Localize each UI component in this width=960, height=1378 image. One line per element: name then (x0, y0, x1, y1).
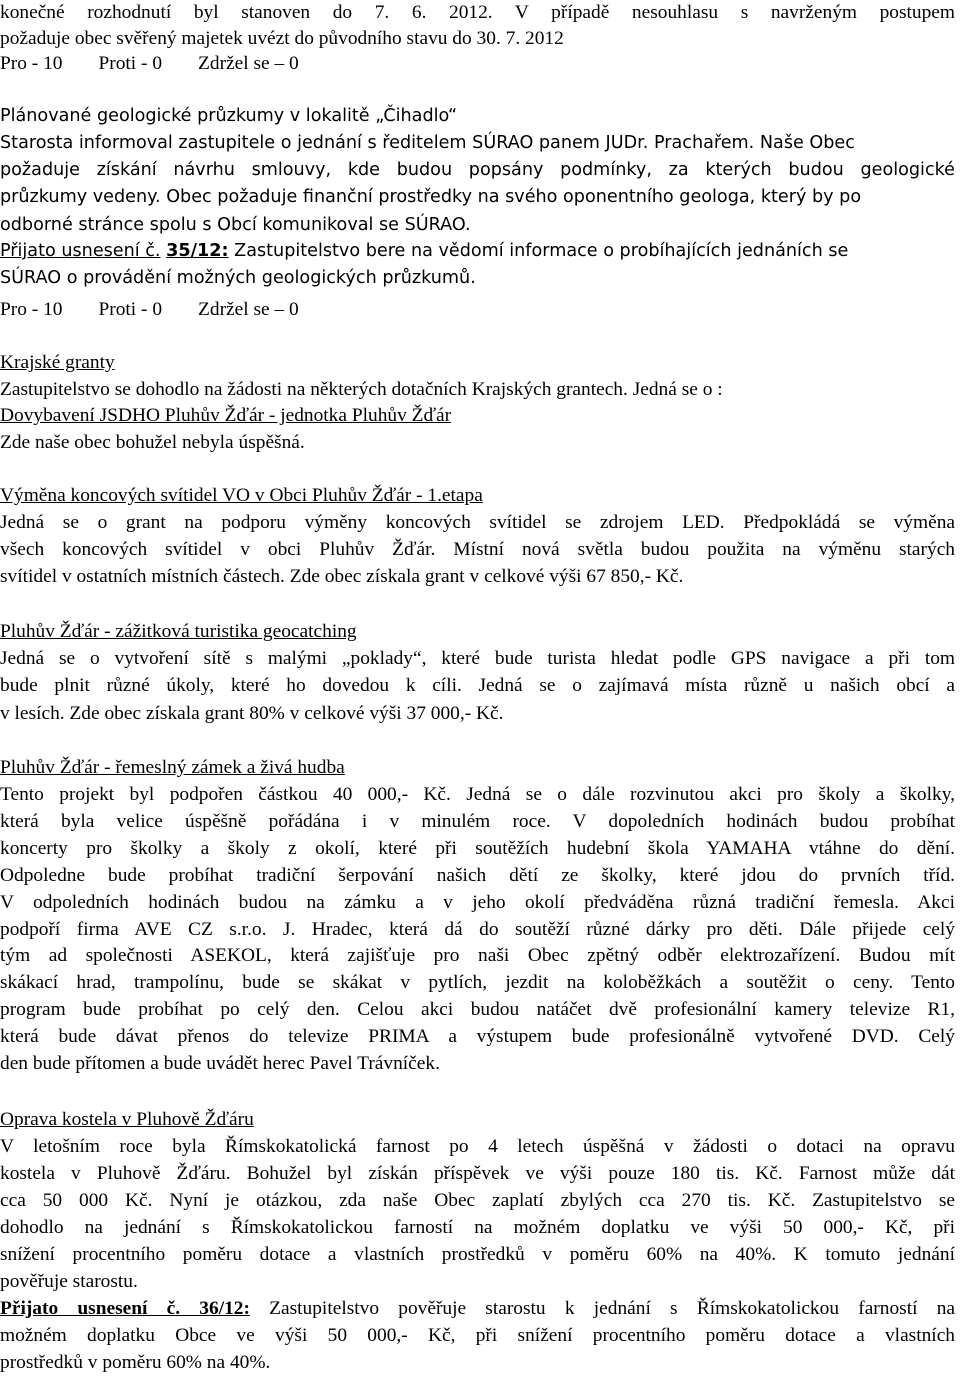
paragraph-line: průzkumy vedeny. Obec požaduje finanční prostředky na svého oponentního geologa, který by po (0, 187, 862, 207)
resolution-label: Přijato usnesení č. (0, 241, 161, 261)
resolution-label: Přijato usnesení č. 36/12: (0, 1298, 250, 1319)
paragraph-line: den bude přítomen a bude uvádět herec Pavel Trávníček. (0, 1053, 440, 1074)
intro-line: konečné rozhodnutí byl stanoven do 7. 6. 2012. V případě nesouhlasu s navrženým postupem (0, 2, 955, 23)
vote-proti: Proti - 0 (98, 53, 163, 74)
resolution-line (0, 1295, 955, 1322)
resolution-line: prostředků v poměru 60% na 40%. (0, 1352, 271, 1373)
paragraph-line: kostela v Pluhově Žďáru. Bohužel byl získán příspěvek ve výši pouze 180 tis. Kč. Farnost může dát (0, 1163, 955, 1184)
section-heading: Krajské granty (0, 352, 115, 373)
paragraph-line: V letošním roce byla Římskokatolická farnost po 4 letech úspěšná v žádosti o dotaci na opravu (0, 1136, 955, 1157)
resolution-text: Zastupitelstvo bere na vědomí informace o probíhajících jednáních se (228, 241, 849, 261)
paragraph-line: která byla velice úspěšně pořádána i v minulém roce. V dopoledních hodinách budou probíhat (0, 811, 955, 832)
paragraph-line: bude plnit různé úkoly, které ho dovedou k cíli. Jedná se o zajímavá místa různě u našich obcí a (0, 675, 955, 696)
paragraph-line: odborné stránce spolu s Obcí komunikoval se SÚRAO. (0, 215, 471, 235)
resolution-line (0, 238, 955, 265)
subsection-heading: Dovybavení JSDHO Pluhův Žďár - jednotka Pluhův Žďár (0, 405, 452, 426)
paragraph-line: v lesích. Zde obec získala grant 80% v celkové výši 37 000,- Kč. (0, 703, 504, 724)
section-heading: Oprava kostela v Pluhově Žďáru (0, 1109, 254, 1130)
paragraph-line: dohodlo na jednání s Římskokatolickou farností na možném doplatku ve výši 50 000,- Kč, při (0, 1217, 955, 1238)
paragraph-line: Starosta informoval zastupitele o jednání s ředitelem SÚRAO panem JUDr. Prachařem. Naše Obec (0, 133, 855, 153)
subsection-heading: Výměna koncových svítidel VO v Obci Pluhův Žďár - 1.etapa (0, 485, 483, 506)
paragraph-line: požaduje získání návrhu smlouvy, kde budou popsány podmínky, za kterých budou geologické (0, 160, 955, 180)
vote-proti: Proti - 0 (98, 299, 163, 320)
paragraph-line: koncerty pro školky a školy z okolí, které při soutěžích hudební škola YAMAHA vtáhne do dění. (0, 838, 955, 859)
resolution-line: SÚRAO o provádění možných geologických průzkumů. (0, 268, 476, 288)
paragraph-line: podpoří firma AVE CZ s.r.o. J. Hradec, která dá do soutěží různé dárky pro děti. Dále přijede celý (0, 919, 955, 940)
intro-line: požaduje obec svěřený majetek uvézt do původního stavu do 30. 7. 2012 (0, 28, 564, 49)
vote-zdrzel: Zdržel se – 0 (198, 299, 299, 320)
resolution-number: 35/12: (166, 241, 229, 261)
paragraph-line: pověřuje starostu. (0, 1271, 138, 1292)
paragraph-line: program bude probíhat po celý den. Celou akci budou natáčet dvě profesionální kamery televize R1, (0, 999, 955, 1020)
paragraph-line: cca 50 000 Kč. Nyní je otázkou, zda naše Obec zaplatí zbylých cca 270 tis. Kč. Zastupitelstvo se (0, 1190, 955, 1211)
vote-pro: Pro - 10 (0, 299, 63, 320)
vote-line (0, 50, 955, 77)
paragraph-line: V odpoledních hodinách budou na zámku a v jeho okolí předváděna různá tradiční řemesla. Akci (0, 892, 955, 913)
paragraph-line: Tento projekt byl podpořen částkou 40 000,- Kč. Jedná se o dále rozvinutou akci pro školy a školky, (0, 784, 955, 805)
paragraph-line: Zastupitelstvo se dohodlo na žádosti na některých dotačních Krajských grantech. Jedná se o : (0, 379, 723, 400)
resolution-text: Zastupitelstvo pověřuje starostu k jednání s Římskokatolickou farností na (249, 1298, 955, 1319)
paragraph-line: všech koncových svítidel v obci Pluhův Žďár. Místní nová světla budou použita na výměnu starých (0, 539, 955, 560)
section-heading: Plánované geologické průzkumy v lokalitě „Čihadlo“ (0, 106, 458, 126)
paragraph-line: skákací hrad, trampolínu, bude se skákat v pytlích, jezdit na koloběžkách a soutěžit o ceny. Tento (0, 972, 955, 993)
vote-pro: Pro - 10 (0, 53, 63, 74)
paragraph-line: Zde naše obec bohužel nebyla úspěšná. (0, 432, 305, 453)
paragraph-line: která bude dávat přenos do televize PRIMA a výstupem bude profesionálně vytvořené DVD. Celý (0, 1026, 955, 1047)
paragraph-line: svítidel v ostatních místních částech. Zde obec získala grant v celkové výši 67 850,- Kč. (0, 566, 684, 587)
resolution-line: možném doplatku Obce ve výši 50 000,- Kč, při snížení procentního poměru dotace a vlastních (0, 1325, 955, 1346)
paragraph-line: tým ad společnosti ASEKOL, která zajišťuje pro naši Obec zpětný odběr elektrozařízení. Budou mít (0, 945, 955, 966)
subsection-heading: Pluhův Žďár - zážitková turistika geocatching (0, 621, 357, 642)
paragraph-line: Jedná se o grant na podporu výměny koncových svítidel se zdrojem LED. Předpokládá se výměna (0, 512, 955, 533)
subsection-heading: Pluhův Žďár - řemeslný zámek a živá hudba (0, 757, 345, 778)
paragraph-line: snížení procentního poměru dotace a vlastních prostředků v poměru 60% na 40%. K tomuto jednání (0, 1244, 955, 1265)
vote-line (0, 296, 955, 323)
paragraph-line: Jedná se o vytvoření sítě s malými „poklady“, které bude turista hledat podle GPS navigace a při tom (0, 648, 955, 669)
paragraph-line: Odpoledne bude probíhat tradiční šerpování našich dětí ze školky, které jdou do prvních tříd. (0, 865, 955, 886)
vote-zdrzel: Zdržel se – 0 (198, 53, 299, 74)
